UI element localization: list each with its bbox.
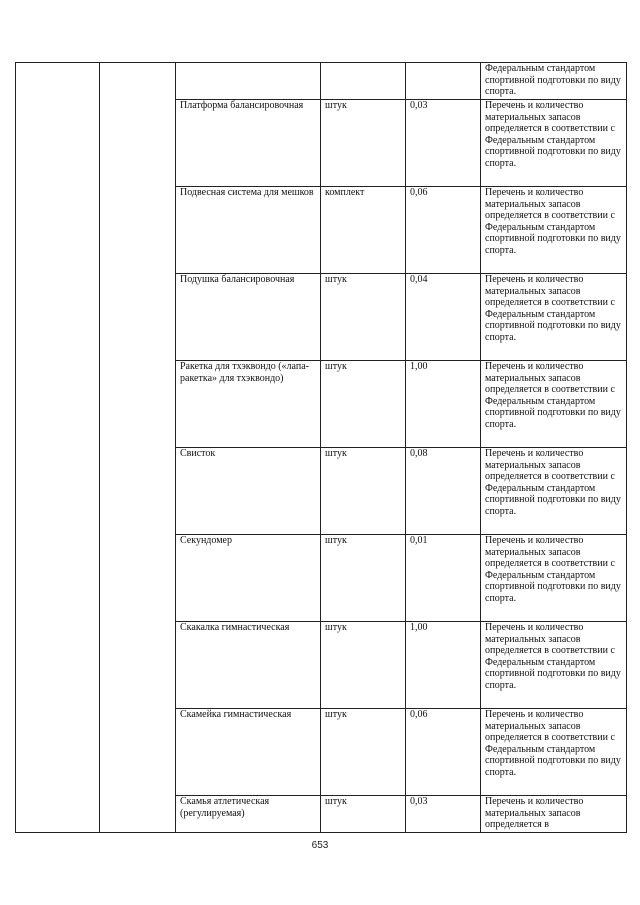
cell-unit: штук: [321, 274, 406, 361]
cell-unit: [321, 63, 406, 100]
cell-qty: [406, 63, 481, 100]
cell-name: Свисток: [176, 448, 321, 535]
cell-note: Перечень и количество материальных запасов определяется в: [481, 796, 627, 833]
cell-qty: 1,00: [406, 361, 481, 448]
merged-cell-col-2: [100, 63, 176, 833]
cell-unit: штук: [321, 709, 406, 796]
cell-note: Перечень и количество материальных запасов определяется в соответствии с Федеральным стандартом спортивной подготовки по виду спорта.: [481, 622, 627, 709]
cell-note: Перечень и количество материальных запасов определяется в соответствии с Федеральным стандартом спортивной подготовки по виду спорта.: [481, 535, 627, 622]
cell-qty: 0,03: [406, 796, 481, 833]
cell-unit: штук: [321, 100, 406, 187]
merged-cell-col-1: [16, 63, 100, 833]
cell-unit: штук: [321, 535, 406, 622]
cell-unit: штук: [321, 622, 406, 709]
cell-note: Перечень и количество материальных запасов определяется в соответствии с Федеральным стандартом спортивной подготовки по виду спорта.: [481, 709, 627, 796]
cell-unit: штук: [321, 361, 406, 448]
cell-unit: штук: [321, 796, 406, 833]
cell-note: Федеральным стандартом спортивной подготовки по виду спорта.: [481, 63, 627, 100]
cell-qty: 0,06: [406, 709, 481, 796]
cell-name: Ракетка для тхэквондо («лапа-ракетка» для тхэквондо): [176, 361, 321, 448]
cell-qty: 0,01: [406, 535, 481, 622]
cell-qty: 0,08: [406, 448, 481, 535]
cell-name: Секундомер: [176, 535, 321, 622]
cell-name: Скамейка гимнастическая: [176, 709, 321, 796]
cell-note: Перечень и количество материальных запасов определяется в соответствии с Федеральным стандартом спортивной подготовки по виду спорта.: [481, 448, 627, 535]
cell-unit: штук: [321, 448, 406, 535]
cell-note: Перечень и количество материальных запасов определяется в соответствии с Федеральным стандартом спортивной подготовки по виду спорта.: [481, 100, 627, 187]
cell-note: Перечень и количество материальных запасов определяется в соответствии с Федеральным стандартом спортивной подготовки по виду спорта.: [481, 361, 627, 448]
page-number: 653: [311, 840, 329, 851]
cell-name: Подушка балансировочная: [176, 274, 321, 361]
cell-name: Скамья атлетическая (регулируемая): [176, 796, 321, 833]
cell-note: Перечень и количество материальных запасов определяется в соответствии с Федеральным стандартом спортивной подготовки по виду спорта.: [481, 187, 627, 274]
cell-qty: 0,03: [406, 100, 481, 187]
cell-qty: 0,06: [406, 187, 481, 274]
cell-name: Подвесная система для мешков: [176, 187, 321, 274]
equipment-table: [15, 62, 627, 833]
cell-name: Платформа балансировочная: [176, 100, 321, 187]
cell-name: [176, 63, 321, 100]
cell-qty: 0,04: [406, 274, 481, 361]
cell-note: Перечень и количество материальных запасов определяется в соответствии с Федеральным стандартом спортивной подготовки по виду спорта.: [481, 274, 627, 361]
table-row-continuation: [16, 63, 627, 100]
cell-qty: 1,00: [406, 622, 481, 709]
cell-name: Скакалка гимнастическая: [176, 622, 321, 709]
cell-unit: комплект: [321, 187, 406, 274]
